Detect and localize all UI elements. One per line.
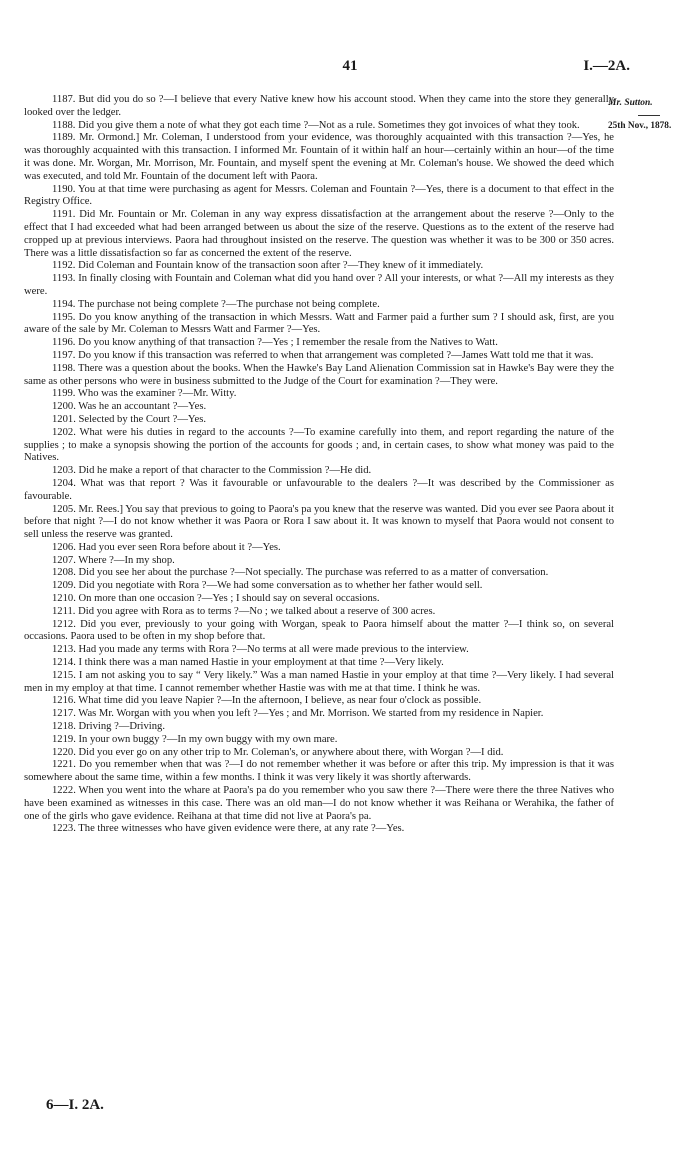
testimony-paragraph [24,337,614,350]
testimony-paragraph [24,785,614,823]
question-text: Did you agree with Rora as to terms ?—No ; we talked about a reserve of 300 acres. [78,605,436,617]
testimony-paragraph [24,363,614,389]
question-text: Did Mr. Fountain or Mr. Coleman in any way express dissatisfaction at the arrangement about the reserve ?—Only to the effect that I had exceeded what had been arranged between us about the size of the reserve. Questions as to the extent of the reserve had cropped up at previous interviews. Paora had throughout insisted on the reserve. The question was whether it was to be 300 or 350 acres. There was a little dissatisfaction so far as concerned the extent of the reserve. [24,209,614,259]
question-text: Did Coleman and Fountain know of the transaction soon after ?—They knew of it immediately. [78,260,484,272]
testimony-paragraph [24,504,614,542]
question-number: 1222. [52,785,79,797]
testimony-paragraph [24,708,614,721]
question-number: 1190. [52,183,78,195]
question-text: You at that time were purchasing as agent for Messrs. Coleman and Fountain ?—Yes, there is a document to that effect in the Registry Office. [24,183,614,208]
question-text: The purchase not being complete ?—The purchase not being complete. [77,298,380,310]
testimony-paragraph [24,401,614,414]
question-text: What was that report ? Was it favourable or unfavourable to the dealers ?—It was described by the Commissioner as favourable. [24,477,614,502]
question-number: 1189. [52,132,80,144]
testimony-paragraph [24,209,614,260]
testimony-paragraph [24,427,614,465]
testimony-paragraph [24,567,614,580]
question-number: 1220. [52,746,79,758]
question-text: Did you ever go on any other trip to Mr. Coleman's, or anywhere about there, with Worgan ?—I did. [78,746,504,758]
sidenote-rule [638,115,660,116]
question-text: Selected by the Court ?—Yes. [78,413,206,425]
testimony-paragraph [24,606,614,619]
question-number: 1191. [52,209,80,221]
question-text: Had you made any terms with Rora ?—No terms at all were made previous to the interview. [78,644,469,656]
testimony-paragraph [24,465,614,478]
testimony-paragraph [24,670,614,696]
question-number: 1223. [52,823,79,835]
question-number: 1194. [52,298,78,310]
question-text: Did you ever, previously to your going with Worgan, speak to Paora himself about the matter ?—I think so, on several occasions. Paora used to be often in my shop before that. [24,618,615,643]
testimony-paragraph [24,721,614,734]
question-number: 1210. [52,593,79,605]
question-number: 1192. [52,260,79,272]
question-text: I am not asking you to say “ Very likely.” Was a man named Hastie in your employ at that time ?—Very likely. I had several men in my employ at that time. I cannot remember whether Hastie was with me at that time. I think he was. [24,669,614,694]
question-number: 1216. [52,695,79,707]
question-number: 1209. [52,580,79,592]
testimony-paragraph [24,555,614,568]
question-text: Do you know if this transaction was referred to when that arrangement was completed ?—James Watt told me that it was. [78,349,594,361]
question-text: The three witnesses who have given evidence were there, at any rate ?—Yes. [78,823,405,835]
question-number: 1206. [52,541,79,553]
question-text: In your own buggy ?—In my own buggy with my own mare. [78,733,338,745]
testimony-paragraph [24,299,614,312]
question-text: Mr. Rees.] You say that previous to going to Paora's pa you knew that the reserve was wanted. Did you ever see Paora about it before that night ?—I do not know whether it was Paora or Rora I saw about it. It was known to myself that Paora would not consent to sell unless the reserve was granted. [24,503,614,541]
testimony-paragraph [24,478,614,504]
question-number: 1203. [52,465,79,477]
question-number: 1201. [52,413,79,425]
testimony-paragraph [24,619,614,645]
question-text: In finally closing with Fountain and Coleman what did you hand over ? All your interests, or what ?—All my interests as they were. [24,273,615,297]
testimony-paragraph [24,260,614,273]
question-text: When you went into the whare at Paora's pa do you remember who you saw there ?—There were there the three Natives who have been examined as witnesses in this case. There was an old man—I do not know whether it was Reihana or Werahika, the father of one of the girls who gave evidence. Reihana at that time did not live at Paora's pa. [24,785,614,822]
testimony-paragraph [24,823,614,836]
question-number: 1204. [52,477,81,489]
testimony-paragraph [24,644,614,657]
testimony-paragraph [24,184,614,210]
sidenote-date: 25th Nov., 1878. [608,121,672,131]
question-text: But did you do so ?—I believe that every Native knew how his account stood. When they came into the store they generally looked over the ledger. [24,94,614,118]
page-reference: I.—2A. [583,58,630,74]
question-number: 1208. [52,567,79,579]
question-number: 1211. [52,605,79,617]
testimony-paragraph [24,759,614,785]
question-number: 1212. [52,618,81,630]
testimony-paragraph [24,542,614,555]
question-number: 1197. [52,349,79,361]
question-text: Was he an accountant ?—Yes. [78,401,207,413]
testimony-paragraph [24,312,614,338]
question-number: 1207. [52,554,79,566]
question-number: 1195. [52,311,79,323]
question-text: Did you give them a note of what they got each time ?—Not as a rule. Sometimes they got invoices of what they took. [78,119,580,131]
testimony-paragraph [24,580,614,593]
testimony-paragraph [24,120,614,133]
question-text: Do you know anything of that transaction ?—Yes ; I remember the resale from the Natives to Watt. [78,337,498,349]
question-number: 1193. [52,273,79,285]
question-text: Did you negotiate with Rora ?—We had some conversation as to whether her father would sell. [78,580,483,592]
testimony-paragraph [24,350,614,363]
question-number: 1199. [52,388,78,400]
question-text: What time did you leave Napier ?—In the afternoon, I believe, as near four o'clock as possible. [78,695,482,707]
question-number: 1213. [52,644,79,656]
question-text: Who was the examiner ?—Mr. Witty. [77,388,237,400]
testimony-paragraph [24,273,614,299]
question-text: Do you know anything of the transaction in which Messrs. Watt and Farmer paid a further sum ? I should ask, first, are you aware of the sale by Mr. Coleman to Messrs Watt and Farmer ?—Yes. [24,311,614,336]
question-text: Mr. Ormond.] Mr. Coleman, I understood from your evidence, was thoroughly acquainted with this transaction ?—Yes, he was thoroughly acquainted with this transaction. I informed Mr. Fountain of it within half an hour—certainly within an hour—of the time it was done. Mr. Worgan, Mr. Morrison, Mr. Fountain, and myself spent the evening at Mr. Coleman's house. We showed the deed which was executed, and told Mr. Fountain of the document left with Paora. [24,132,615,182]
question-text: What were his duties in regard to the accounts ?—To examine carefully into them, and report regarding the nature of the supplies ; to make a synopsis showing the portion of the accounts for goods ; and, in certain cases, to show what money was paid to the Natives. [24,426,615,464]
question-text: I think there was a man named Hastie in your employment at that time ?—Very likely. [78,657,444,669]
testimony-paragraph [24,657,614,670]
question-text: Where ?—In my shop. [78,554,175,566]
question-number: 1214. [52,657,79,669]
question-number: 1215. [52,669,79,681]
question-text: Had you ever seen Rora before about it ?—Yes. [78,541,281,553]
testimony-paragraph [24,414,614,427]
question-number: 1200. [52,401,79,413]
question-number: 1202. [52,426,80,438]
signature-mark: 6—I. 2A. [46,1097,104,1113]
testimony-paragraph [24,747,614,760]
testimony-paragraph [24,593,614,606]
question-number: 1196. [52,337,79,349]
question-text: There was a question about the books. When the Hawke's Bay Land Alienation Commission sat in Hawke's Bay were they the same as other persons who were in business submitted to the Judge of the Court for examination ?—They were. [24,362,614,387]
question-number: 1198. [52,362,78,374]
testimony-paragraph [24,132,614,183]
question-text: Did you see her about the purchase ?—Not specially. The purchase was referred to as a matter of conversation. [78,567,549,579]
testimony-paragraph [24,734,614,747]
question-number: 1188. [52,119,79,131]
testimony-body [24,94,614,836]
testimony-paragraph [24,695,614,708]
question-number: 1221. [52,759,79,771]
question-text: Was Mr. Worgan with you when you left ?—Yes ; and Mr. Morrison. We started from my residence in Napier. [78,708,544,720]
page-number: 41 [342,58,358,74]
question-number: 1219. [52,733,79,745]
question-number: 1187. [52,94,79,105]
question-number: 1205. [52,503,79,515]
sidenote-witness: Mr. Sutton. [608,98,653,108]
question-text: Driving ?—Driving. [78,721,165,733]
testimony-paragraph [24,388,614,401]
question-text: Did he make a report of that character to the Commission ?—He did. [78,465,372,477]
testimony-paragraph [24,94,614,120]
question-text: On more than one occasion ?—Yes ; I should say on several occasions. [78,593,380,605]
question-number: 1218. [52,721,79,733]
question-number: 1217. [52,708,79,720]
question-text: Do you remember when that was ?—I do not remember whether it was before or after this trip. My impression is that it was somewhere about the same time, within a few months. I think it was very likely it was shortly afterwards. [24,759,615,784]
